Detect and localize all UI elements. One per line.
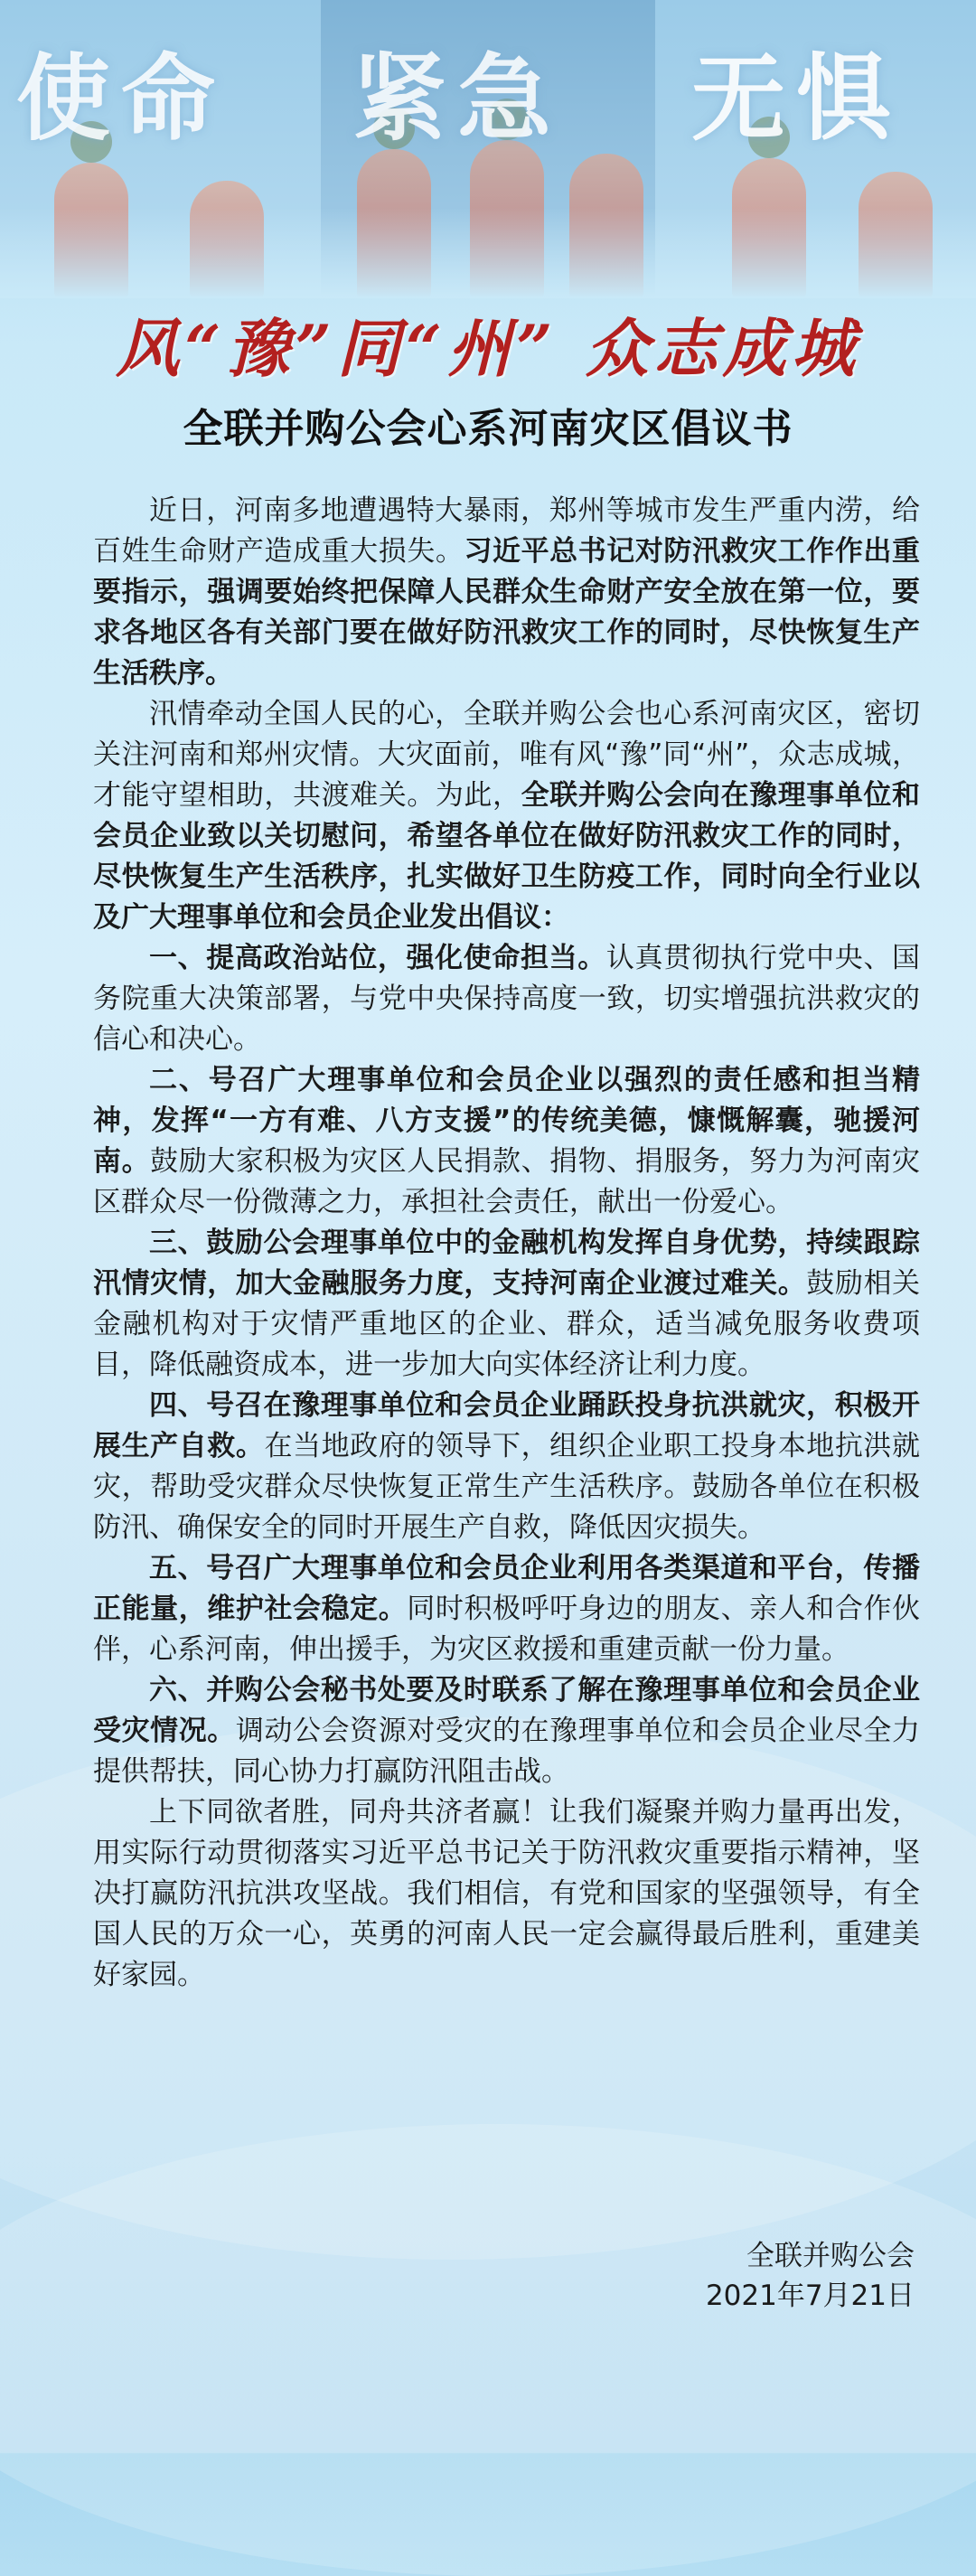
letter-body bbox=[93, 491, 920, 1996]
document-title: 全联并购公会心系河南灾区倡议书 bbox=[183, 406, 793, 452]
headline: 风“豫”同“州” 众志成城 bbox=[116, 311, 860, 386]
paragraph-intro: 近日，河南多地遭遇特大暴雨，郑州等城市发生严重内涝，给百姓生命财产造成重大损失。习近平总书记对防汛救灾工作作出重要指示，强调要始终把保障人民群众生命财产安全放在第一位，要求各地区各有关部门要在做好防汛救灾工作的同时，尽快恢复生产生活秩序。 bbox=[93, 494, 921, 690]
slogan-urgent: 紧急 bbox=[352, 42, 563, 154]
proposal-1: 一、提高政治站位，强化使命担当。认真贯彻执行党中央、国务院重大决策部署，与党中央保持高度一致，切实增强抗洪救灾的信心和决心。 bbox=[93, 942, 921, 1056]
slogan-mission: 使命 bbox=[16, 42, 227, 154]
proposal-6: 六、并购公会秘书处要及时联系了解在豫理事单位和会员企业受灾情况。调动公会资源对受灾的在豫理事单位和会员企业尽全力提供帮扶，同心协力打赢防汛阻击战。 bbox=[93, 1674, 920, 1788]
proposal-3: 三、鼓励公会理事单位中的金融机构发挥自身优势，持续跟踪汛情灾情，加大金融服务力度，支持河南企业渡过难关。鼓励相关金融机构对于灾情严重地区的企业、群众，适当减免服务收费项目，降低融资成本，进一步加大向实体经济让利力度。 bbox=[93, 1227, 921, 1381]
header-banner bbox=[0, 0, 976, 298]
proposal-4: 四、号召在豫理事单位和会员企业踊跃投身抗洪就灾，积极开展生产自救。在当地政府的领导下，组织企业职工投身本地抗洪就灾，帮助受灾群众尽快恢复正常生产生活秩序。鼓励各单位在积极防汛、确保安全的同时开展生产自救，降低因灾损失。 bbox=[93, 1389, 921, 1544]
proposal-2: 二、号召广大理事单位和会员企业以强烈的责任感和担当精神，发挥“一方有难、八方支援”的传统美德，慷慨解囊，驰援河南。鼓励大家积极为灾区人民捐款、捐物、捐服务，努力为河南灾区群众尽一份微薄之力，承担社会责任，献出一份爱心。 bbox=[93, 1064, 921, 1218]
slogan-fearless: 无惧 bbox=[691, 42, 902, 154]
paragraph-concern: 汛情牵动全国人民的心，全联并购公会也心系河南灾区，密切关注河南和郑州灾情。大灾面前，唯有风“豫”同“州”，众志成城，才能守望相助，共渡难关。为此，全联并购公会向在豫理事单位和会员企业致以关切慰问，希望各单位在做好防汛救灾工作的同时，尽快恢复生产生活秩序，扎实做好卫生防疫工作，同时向全行业以及广大理事单位和会员企业发出倡议： bbox=[93, 698, 921, 934]
paragraph-closing: 上下同欲者胜，同舟共济者赢！让我们凝聚并购力量再出发，用实际行动贯彻落实习近平总书记关于防汛救灾重要指示精神，坚决打赢防汛抗洪攻坚战。我们相信，有党和国家的坚强领导，有全国人民的万众一心，英勇的河南人民一定会赢得最后胜利，重建美好家园。 bbox=[93, 1796, 920, 1991]
signature-date: 2021年7月21日 bbox=[705, 2280, 915, 2312]
banner-fade bbox=[0, 208, 976, 298]
proposal-5: 五、号召广大理事单位和会员企业利用各类渠道和平台，传播正能量，维护社会稳定。同时积极呼吁身边的朋友、亲人和合作伙伴，心系河南，伸出援手，为灾区救援和重建贡献一份力量。 bbox=[93, 1552, 921, 1666]
signature-block bbox=[706, 2236, 915, 2316]
signature-org: 全联并购公会 bbox=[746, 2240, 915, 2272]
background-wave bbox=[0, 2124, 976, 2576]
